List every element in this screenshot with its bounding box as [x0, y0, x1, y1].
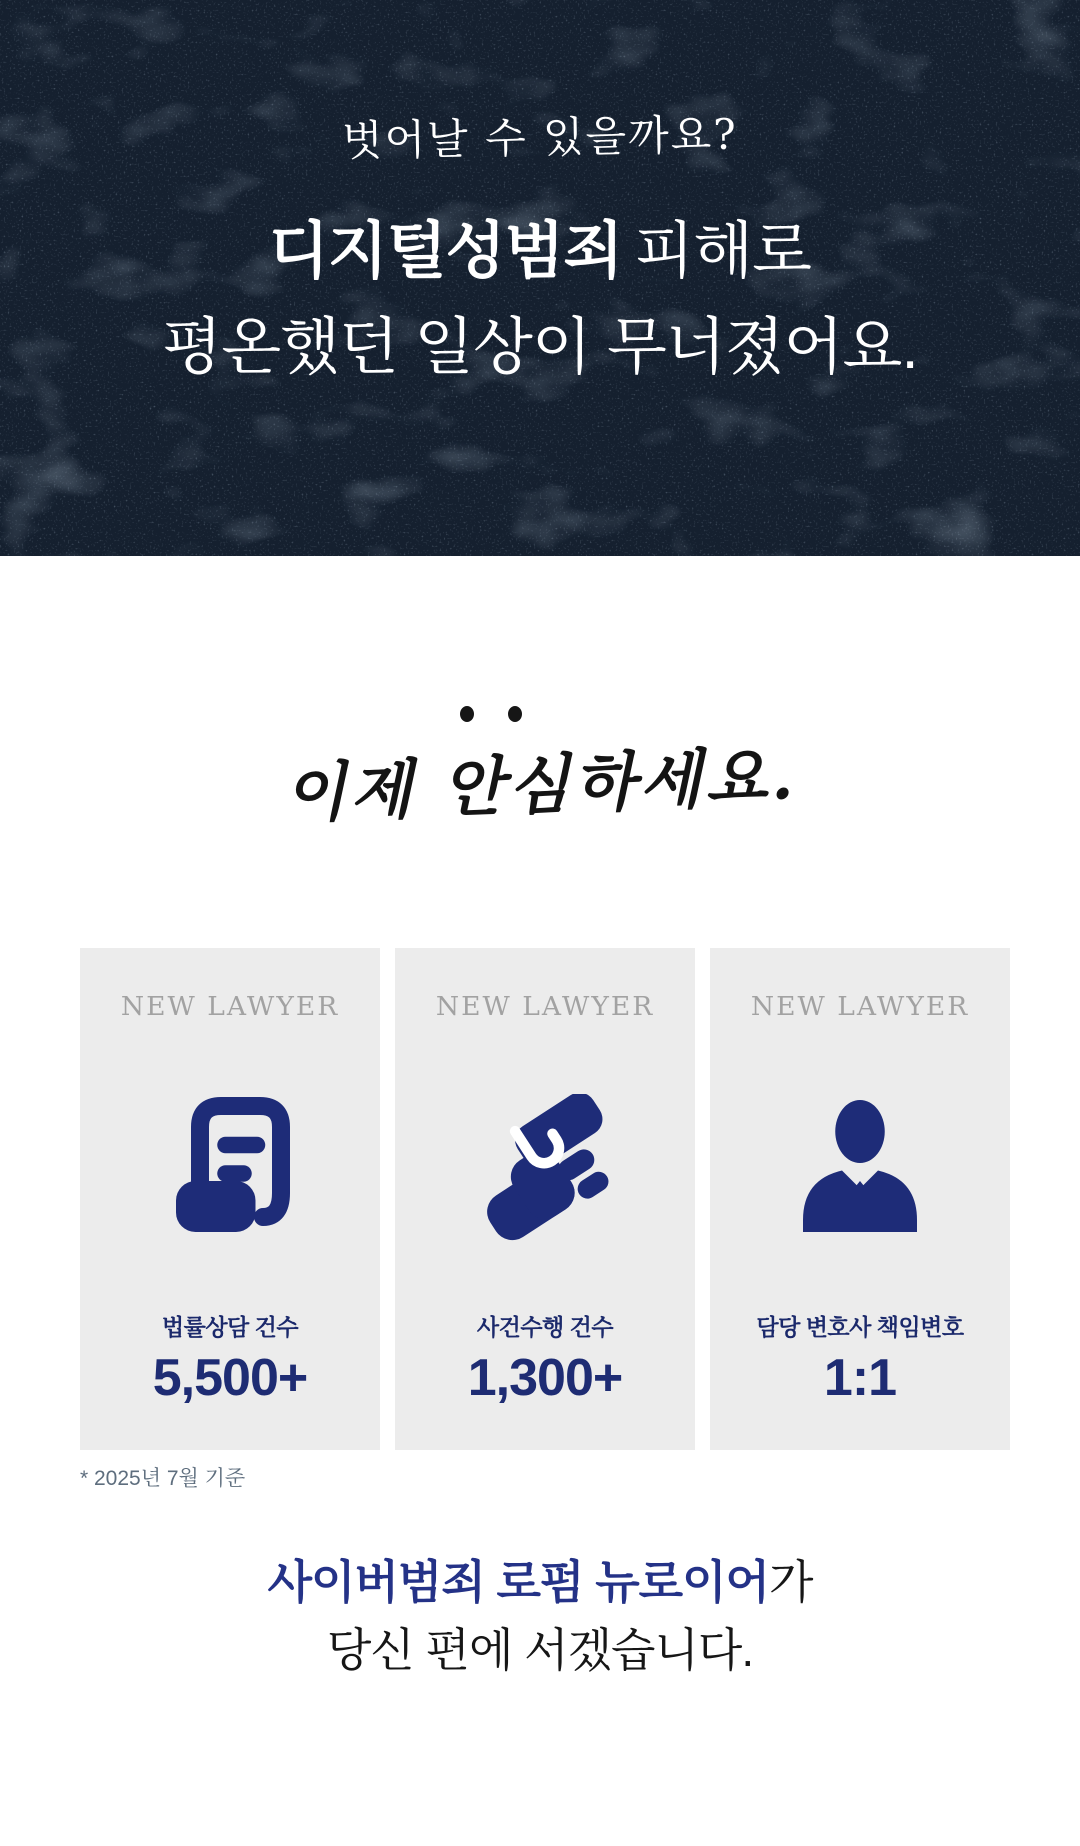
closing-line2: 당신 편에 서겠습니다.	[326, 1624, 754, 1676]
hero-title	[162, 204, 917, 396]
hero-banner	[0, 0, 1080, 556]
closing-message	[0, 1556, 1080, 1676]
closing-line1-suffix: 가	[768, 1556, 813, 1608]
stat-card-lawyer-ratio	[710, 948, 1010, 1450]
brand-watermark: NEW LAWYER	[435, 992, 655, 1022]
stat-value: 1:1	[823, 1349, 897, 1407]
relief-section	[0, 706, 1080, 836]
brand-watermark: NEW LAWYER	[750, 992, 970, 1022]
stat-card-consultations	[80, 948, 380, 1450]
hero-handwritten-question: 벗어날 수 있을까요?	[341, 109, 739, 166]
brand-watermark: NEW LAWYER	[120, 992, 340, 1022]
hero-title-rest: 피해로	[634, 217, 812, 286]
lawyer-icon	[785, 1094, 935, 1244]
handshake-icon	[470, 1094, 620, 1244]
stat-label: 사건수행 건수	[476, 1314, 614, 1340]
contract-icon	[155, 1094, 305, 1244]
stat-value: 1,300+	[467, 1349, 623, 1407]
stat-card-cases	[395, 948, 695, 1450]
stat-label: 담당 변호사 책임변호	[756, 1314, 964, 1340]
hero-title-keyword: 디지털성범죄	[268, 217, 623, 286]
stats-footnote: * 2025년 7월 기준	[80, 1467, 246, 1490]
firm-name-highlight: 사이버범죄 로펌 뉴로이어	[267, 1556, 769, 1608]
closing-line1	[0, 1556, 1080, 1608]
stat-value: 5,500+	[152, 1349, 308, 1407]
hero-title-line2: 평온했던 일상이 무너졌어요.	[162, 313, 918, 382]
stats-cards	[80, 948, 1010, 1450]
stat-label: 법률상담 건수	[161, 1314, 299, 1340]
hero-title-line1	[162, 204, 917, 300]
relief-script-text: 이제 안심하세요.	[282, 739, 799, 832]
